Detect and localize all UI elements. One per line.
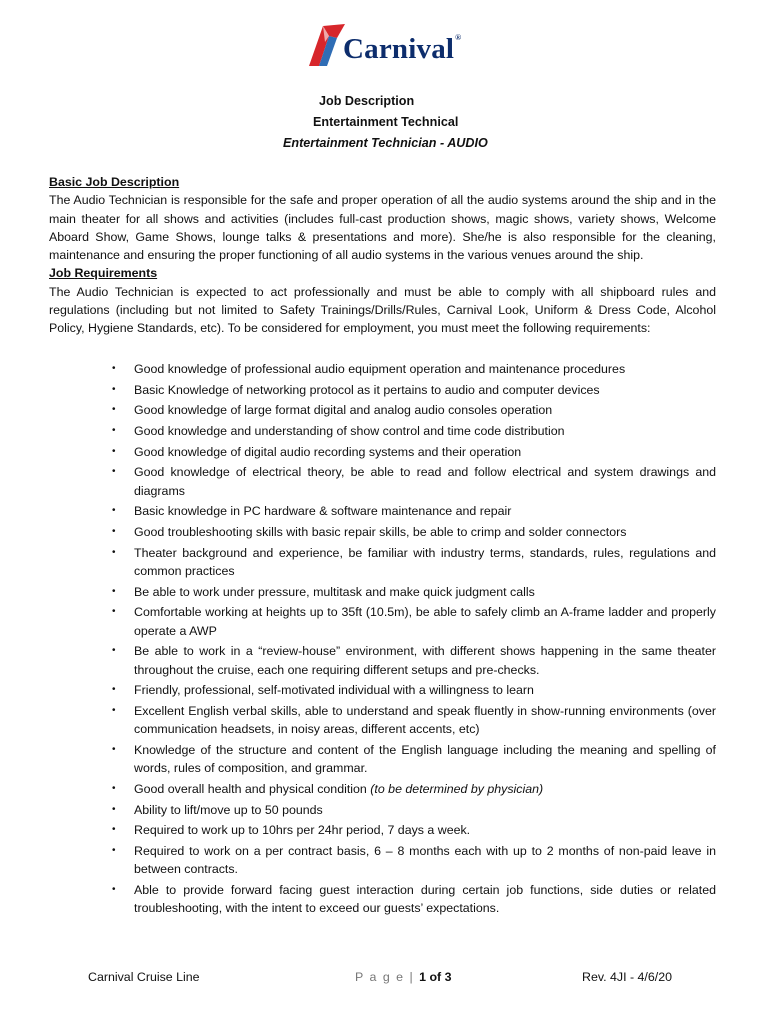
bullet-icon: •	[112, 505, 116, 517]
requirement-text: Good overall health and physical condition	[134, 782, 367, 797]
logo-wordmark: Carnival®	[343, 32, 462, 65]
requirement-item	[112, 422, 716, 440]
bullet-icon: •	[112, 744, 116, 756]
requirement-item	[112, 780, 716, 798]
bullet-icon: •	[112, 606, 116, 618]
requirement-text: Excellent English verbal skills, able to understand and speak fluently in show-running environments (over communication headsets, in noisy areas, different accents, etc)	[134, 704, 716, 737]
carnival-logo	[303, 20, 483, 70]
bullet-icon: •	[112, 466, 116, 478]
requirements-heading: Job Requirements	[49, 266, 158, 281]
page-footer	[0, 970, 768, 990]
bullet-icon: •	[112, 645, 116, 657]
document-title: Job Description	[319, 94, 415, 108]
requirement-text: Good knowledge of electrical theory, be able to read and follow electrical and system drawings and diagrams	[134, 465, 716, 498]
requirement-text: Good knowledge and understanding of show control and time code distribution	[134, 424, 565, 439]
requirement-text: Required to work up to 10hrs per 24hr period, 7 days a week.	[134, 823, 471, 838]
bullet-icon: •	[112, 884, 116, 896]
department-title: Entertainment Technical	[313, 115, 459, 129]
bullet-icon: •	[112, 404, 116, 416]
requirements-intro: The Audio Technician is expected to act professionally and must be able to comply with all shipboard rules and regulations (including but not limited to Safety Trainings/Drills/Rules, Carnival Look, Uniform & Dress Code, Alcohol Policy, Hygiene Standards, etc). To be considered for employment, you must meet the following requirements:	[49, 284, 716, 336]
requirement-item	[112, 842, 716, 879]
requirement-text: Good troubleshooting skills with basic repair skills, be able to crimp and solder connectors	[134, 525, 627, 540]
basic-description-heading: Basic Job Description	[49, 175, 180, 189]
bullet-icon: •	[112, 445, 116, 457]
requirement-item	[112, 360, 716, 378]
bullet-icon: •	[112, 363, 116, 374]
funnel-icon	[303, 22, 347, 68]
requirement-item	[112, 603, 716, 640]
requirement-text: Basic Knowledge of networking protocol as it pertains to audio and computer devices	[134, 382, 600, 397]
requirement-text: Comfortable working at heights up to 35ft (10.5m), be able to safely climb an A-frame ladder and properly operate a AWP	[134, 605, 716, 638]
requirement-text: Be able to work in a “review-house” environment, with different shows happening in the same theater throughout the cruise, each one requiring different setups and pre-checks.	[134, 644, 716, 677]
bullet-icon: •	[112, 383, 116, 395]
bullet-icon: •	[112, 585, 116, 597]
requirement-text: Theater background and experience, be familiar with industry terms, standards, rules, regulations and common practices	[134, 545, 716, 579]
document-body	[49, 173, 716, 338]
bullet-icon: •	[112, 425, 116, 437]
footer-page-number: P a g e | 1 of 3	[355, 970, 452, 984]
requirement-text: Basic knowledge in PC hardware & software maintenance and repair	[134, 504, 512, 519]
requirement-text: Good knowledge of digital audio recording systems and their operation	[134, 444, 522, 459]
requirement-item	[112, 741, 716, 778]
requirement-item	[112, 502, 716, 520]
requirement-text: Required to work on a per contract basis, 6 – 8 months each with up to 2 months of non-paid leave in between contracts.	[134, 844, 716, 877]
requirement-item	[112, 463, 716, 500]
requirement-text: Ability to lift/move up to 50 pounds	[134, 802, 323, 817]
footer-company: Carnival Cruise Line	[88, 970, 200, 984]
bullet-icon: •	[112, 684, 116, 696]
requirement-item	[112, 821, 716, 839]
requirement-text: Able to provide forward facing guest interaction during certain job functions, side duties or related troubleshooting, with the intent to exceed our guests’ expectations.	[134, 883, 716, 916]
requirement-item	[112, 443, 716, 461]
footer-revision: Rev. 4JI - 4/6/20	[582, 970, 672, 984]
requirement-item	[112, 881, 716, 918]
requirement-item	[112, 801, 716, 819]
requirement-item	[112, 642, 716, 679]
requirements-list	[112, 360, 716, 920]
requirement-note: (to be determined by physician)	[370, 782, 544, 797]
position-title: Entertainment Technician - AUDIO	[283, 136, 488, 150]
requirement-item	[112, 523, 716, 541]
requirement-item	[112, 681, 716, 699]
requirement-item	[112, 381, 716, 399]
requirement-text: Knowledge of the structure and content of the English language including the meaning and spelling of words, rules of composition, and grammar.	[134, 743, 716, 776]
bullet-icon: •	[112, 783, 116, 795]
requirement-text: Be able to work under pressure, multitask and make quick judgment calls	[134, 584, 535, 599]
bullet-icon: •	[112, 845, 116, 857]
requirement-text: Friendly, professional, self-motivated individual with a willingness to learn	[134, 683, 534, 698]
bullet-icon: •	[112, 824, 116, 836]
requirement-item	[112, 544, 716, 581]
bullet-icon: •	[112, 803, 116, 815]
requirement-text: Good knowledge of large format digital and analog audio consoles operation	[134, 403, 553, 418]
bullet-icon: •	[112, 546, 116, 558]
requirement-item	[112, 702, 716, 739]
requirement-item	[112, 401, 716, 419]
requirement-item	[112, 583, 716, 601]
requirement-text: Good knowledge of professional audio equipment operation and maintenance procedures	[134, 362, 626, 376]
bullet-icon: •	[112, 526, 116, 538]
basic-description-text: The Audio Technician is responsible for the safe and proper operation of all the audio systems around the ship and in the main theater for all shows and activities (includes full-cast production shows, magic shows, variety shows, Welcome Aboard Show, Game Shows, lounge talks & presentations and more). She/he is also responsible for the cleaning, maintenance and ensuring the proper functioning of all audio systems in the various venues around the ship.	[49, 193, 716, 263]
bullet-icon: •	[112, 705, 116, 717]
